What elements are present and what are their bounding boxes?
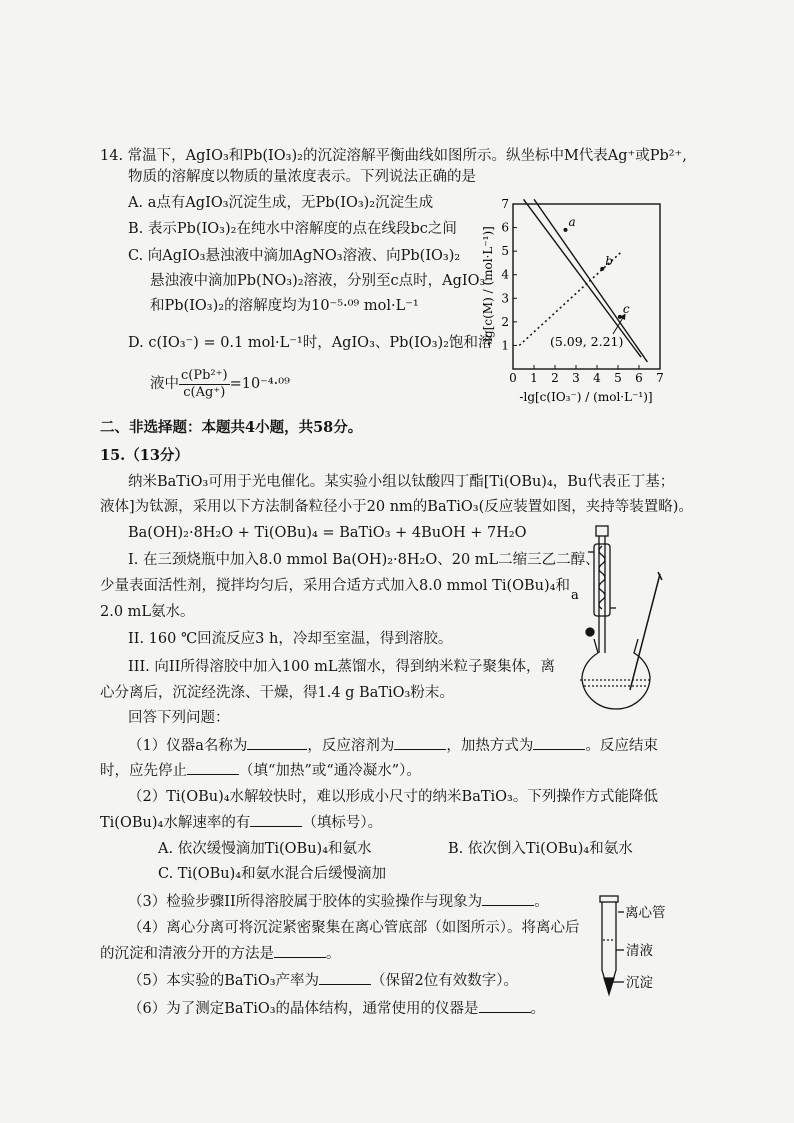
answer-blank-instrument-structure[interactable]: [479, 998, 531, 1013]
thermometer-icon: [630, 572, 662, 690]
part5-text-a: （5）本实验的BaTiO₃产率为: [128, 973, 320, 989]
y-tick-label: 5: [501, 244, 509, 259]
step1-line3: 2.0 mL氨水。: [100, 604, 195, 620]
x-tick-label: 3: [572, 371, 580, 385]
x-tick-label: 6: [635, 371, 643, 385]
q15-intro-line1: 纳米BaTiO₃可用于光电催化。某实验小组以钛酸四丁酯[Ti(OBu)₄，Bu代表正丁基；: [128, 474, 675, 490]
answer-blank-separation[interactable]: [274, 943, 326, 958]
y-tick-label: 4: [501, 267, 509, 282]
part1-text-c: ，加热方式为: [446, 738, 534, 754]
part6-text-b: 。: [530, 1001, 546, 1017]
q15-intro-line2: 液体]为钛源，采用以下方法制备粒径小于20 nm的BaTiO₃(反应装置如图，夹持等装置略)。: [100, 499, 693, 515]
q15-title: 15.（13分）: [100, 447, 189, 464]
answer-blank-stop[interactable]: [187, 760, 239, 775]
reaction-equation: Ba(OH)₂·8H₂O + Ti(OBu)₄ = BaTiO₃ + 4BuOH + 7H₂O: [128, 525, 527, 541]
y-tick-label: 2: [501, 314, 509, 329]
centrifuge-tube-figure: [594, 890, 676, 1000]
step3-line2: 心分离后，沉淀经洗涤、干燥，得1.4 g BaTiO₃粉末。: [100, 685, 454, 701]
solubility-chart: [478, 194, 678, 412]
part3-text-a: （3）检验步骤II所得溶胶属于胶体的实验操作与现象为: [128, 894, 483, 910]
part3-text-b: 。: [534, 894, 549, 910]
x-tick-label: 1: [530, 371, 538, 385]
x-tick-label: 0: [509, 371, 517, 385]
reaction-apparatus: [568, 522, 668, 712]
part1-text-a: （1）仪器a名称为: [128, 738, 248, 754]
q14-option-d-line1: D. c(IO₃⁻) = 0.1 mol·L⁻¹时，AgIO₃、Pb(IO₃)₂饱和溶: [128, 335, 493, 351]
three-neck-flask-icon: [580, 627, 652, 709]
centrifuge-tube-icon: [600, 896, 624, 994]
point-annotation: (5.09, 2.21): [550, 334, 624, 349]
y-tick-label: 6: [501, 220, 509, 235]
y-axis-label: -lg[c(M) / (mol·L⁻¹)]: [481, 226, 495, 346]
part2-option-a: A. 依次缓慢滴加Ti(OBu)₄和氨水: [158, 841, 372, 857]
q14-option-c-line3: 和Pb(IO₃)₂的溶解度均为10⁻⁵·⁰⁹ mol·L⁻¹: [150, 298, 419, 314]
x-tick-label: 5: [614, 371, 622, 385]
part2-text-b: （填标号）。: [302, 815, 383, 831]
q14-option-b: B. 表示Pb(IO₃)₂在纯水中溶解度的点在线段bc之间: [128, 221, 457, 237]
part2-line1: （2）Ti(OBu)₄水解较快时，难以形成小尺寸的纳米BaTiO₃。下列操作方式能降低: [128, 789, 658, 805]
part4-line1: （4）离心分离可将沉淀紧密聚集在离心管底部（如图所示）。将离心后: [128, 920, 580, 936]
step2: II. 160 ℃回流反应3 h，冷却至室温，得到溶胶。: [128, 631, 453, 647]
part2-option-b: B. 依次倒入Ti(OBu)₄和氨水: [448, 841, 633, 857]
x-axis-label: -lg[c(IO₃⁻) / (mol·L⁻¹)]: [519, 390, 653, 404]
answer-blank-solvent[interactable]: [394, 735, 446, 750]
part6: [128, 998, 545, 1019]
step1-line2: 少量表面活性剂，搅拌均匀后，采用合适方式加入8.0 mmol Ti(OBu)₄和: [100, 578, 570, 594]
part1-line2: [100, 760, 421, 781]
section-heading: 二、非选择题：本题共4小题，共58分。: [100, 419, 363, 436]
point-b: [600, 267, 604, 271]
x-tick-label: 2: [551, 371, 559, 385]
step3-line1: III. 向II所得溶胶中加入100 mL蒸馏水，得到纳米粒子聚集体，离: [128, 659, 556, 675]
part1-text-e: 时，应先停止: [100, 763, 187, 779]
x-tick-label: 4: [593, 371, 601, 385]
answer-blank-heating[interactable]: [533, 735, 585, 750]
concentration-ratio: [179, 368, 230, 401]
label-tube: 离心管: [625, 905, 666, 921]
part3: [128, 891, 549, 912]
part1-text-d: 。反应结束: [585, 738, 658, 754]
part2-line2: [100, 812, 382, 833]
y-tick-label: 7: [501, 197, 509, 211]
answer-blank-hydrolysis[interactable]: [250, 812, 302, 827]
y-tick-label: 3: [501, 291, 509, 306]
part1-text-b: ，反应溶剂为: [307, 738, 395, 754]
part4-line2: [100, 943, 341, 964]
part6-text-a: （6）为了测定BaTiO₃的晶体结构，通常使用的仪器是: [128, 1001, 479, 1017]
answer-blank-yield[interactable]: [319, 970, 371, 985]
part2-option-c: C. Ti(OBu)₄和氨水混合后缓慢滴加: [158, 866, 387, 882]
y-tick-label: 1: [501, 338, 509, 353]
q14-stem-line2: 物质的溶解度以物质的量浓度表示。下列说法正确的是: [128, 169, 476, 185]
ratio-denominator: c(Ag⁺): [183, 384, 226, 400]
part1-text-f: （填“加热”或“通冷凝水”）。: [239, 763, 421, 779]
apparatus-label-a: a: [571, 588, 579, 603]
answer-blank-instrument[interactable]: [247, 735, 307, 750]
x-tick-label: 7: [656, 371, 664, 385]
step1-line1: I. 在三颈烧瓶中加入8.0 mmol Ba(OH)₂·8H₂O、20 mL二缩三乙二醇、: [128, 552, 600, 568]
part1-line1: [128, 735, 658, 756]
part4-text-a: 的沉淀和清液分开的方法是: [100, 946, 274, 962]
q14-option-a: A. a点有AgIO₃沉淀生成，无Pb(IO₃)₂沉淀生成: [128, 195, 434, 211]
q14-option-d-line2: [150, 364, 290, 404]
answer-prompt: 回答下列问题：: [128, 710, 230, 726]
reflux-condenser-icon: [588, 526, 616, 627]
q14-option-c-line1: C. 向AgIO₃悬浊液中滴加AgNO₃溶液、向Pb(IO₃)₂: [128, 248, 461, 264]
q14-option-c-line2: 悬浊液中滴加Pb(NO₃)₂溶液，分别至c点时，AgIO₃: [150, 273, 486, 289]
label-clear-liquid: 清液: [626, 943, 653, 959]
point-label-b: b: [605, 253, 613, 268]
label-precipitate: 沉淀: [626, 975, 653, 991]
part5: [128, 970, 518, 991]
ratio-numerator: c(Pb²⁺): [181, 367, 228, 383]
point-c: [618, 315, 622, 319]
part4-text-b: 。: [326, 946, 341, 962]
point-label-a: a: [568, 214, 576, 229]
point-label-c: c: [622, 301, 630, 316]
option-d-prefix: 液中: [150, 376, 179, 392]
option-d-value: =10⁻⁴·⁰⁹: [229, 376, 290, 392]
answer-blank-colloid[interactable]: [482, 891, 534, 906]
q14-stem-line1: 14. 常温下，AgIO₃和Pb(IO₃)₂的沉淀溶解平衡曲线如图所示。纵坐标中M代表Ag⁺或Pb²⁺,: [100, 148, 687, 164]
point-a: [564, 228, 568, 232]
part2-text-a: Ti(OBu)₄水解速率的有: [100, 815, 251, 831]
part5-text-b: （保留2位有效数字）。: [371, 973, 519, 989]
